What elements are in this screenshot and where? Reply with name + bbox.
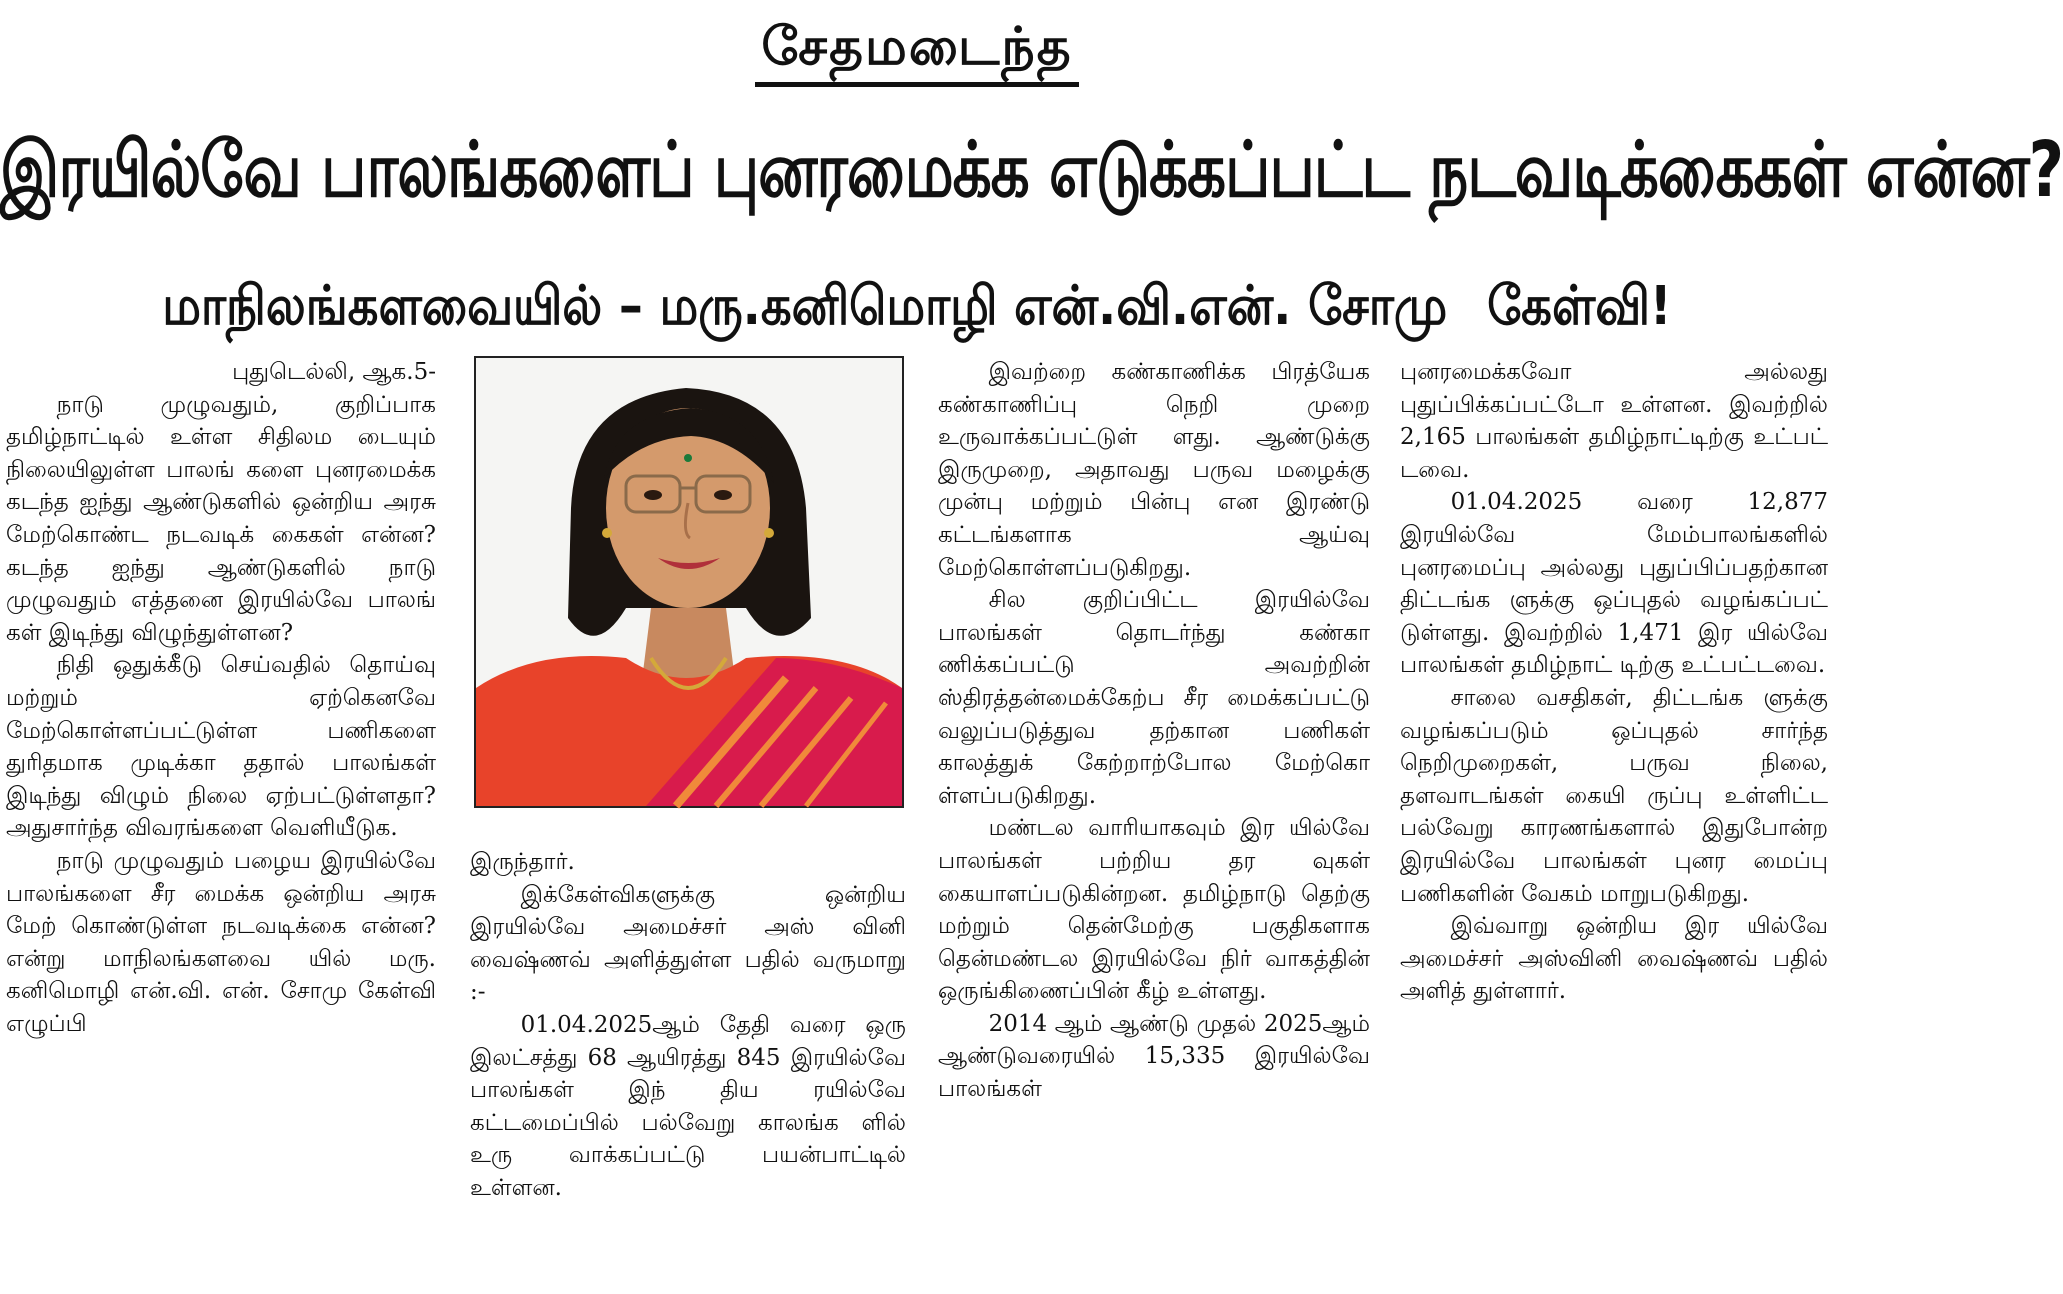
paragraph: இருந்தார். xyxy=(470,849,575,875)
subheadline xyxy=(0,270,1834,342)
paragraph: 01.04.2025 வரை 12,877 இரயில்வே மேம்பாலங்களில் புனரமைப்பு அல்லது புதுப்பிப்பதற்கான திட்டங்க ளுக்கு ஒப்புதல் வழங்கப்பட் டுள்ளது. இவற்றில் 1,471 இர யில்வே பாலங்கள் தமிழ்நாட் டிற்கு உட்பட்டவை. xyxy=(1400,489,1828,679)
kicker-text: சேதமடைந்த xyxy=(755,14,1078,87)
paragraph: இவ்வாறு ஒன்றிய இர யில்வே அமைச்சர் அஸ்வினி வைஷ்ணவ் பதில் அளித் துள்ளார். xyxy=(1400,913,1828,1005)
paragraph: சாலை வசதிகள், திட்டங்க ளுக்கு வழங்கப்படும் ஒப்புதல் சார்ந்த நெறிமுறைகள், பருவ நிலை, தளவாடங்கள் கையி ருப்பு உள்ளிட்ட பல்வேறு காரணங்களால் இதுபோன்ற இரயில்வே பாலங்கள் புனர மைப்பு பணிகளின் வேகம் மாறுபடுகிறது. xyxy=(1400,684,1828,907)
dateline: புதுடெல்லி, ஆக.5- xyxy=(232,359,436,385)
portrait-illustration xyxy=(476,358,902,806)
paragraph: நாடு முழுவதும் பழைய இரயில்வே பாலங்களை சீர மைக்க ஒன்றிய அரசு மேற் கொண்டுள்ள நடவடிக்கை என்ன? என்று மாநிலங்களவை யில் மரு. கனிமொழி என்.வி. என். சோமு கேள்வி எழுப்பி xyxy=(6,847,436,1037)
paragraph: 01.04.2025ஆம் தேதி வரை ஒரு இலட்சத்து 68 ஆயிரத்து 845 இரயில்வே பாலங்கள் இந் திய ரயில்வே கட்டமைப்பில் பல்வேறு காலங்க ளில் உரு வாக்கப்பட்டு பயன்பாட்டில் உள்ளன. xyxy=(470,1011,906,1201)
article-column-1 xyxy=(6,356,436,1040)
subhead-part1: மாநிலங்களவையில் – மரு.கனிமொழி என்.வி.என். சோமு xyxy=(162,274,1448,338)
headline: இரயில்வே பாலங்களைப் புனரமைக்க எடுக்கப்பட்ட நடவடிக்கைகள் என்ன? xyxy=(0,125,2063,215)
kicker-heading xyxy=(0,14,1834,87)
article-column-3 xyxy=(938,356,1370,1106)
paragraph: இக்கேள்விகளுக்கு ஒன்றிய இரயில்வே அமைச்சர் அஸ் வினி வைஷ்ணவ் அளித்துள்ள பதில் வருமாறு :- xyxy=(470,881,906,1006)
article-column-2 xyxy=(470,846,906,1205)
article-column-4 xyxy=(1400,356,1828,1008)
paragraph: மண்டல வாரியாகவும் இர யில்வே பாலங்கள் பற்றிய தர வுகள் கையாளப்படுகின்றன. தமிழ்நாடு தெற்கு மற்றும் தென்மேற்கு பகுதிகளாக தென்மண்டல இரயில்வே நிர் வாகத்தின் ஒருங்கிணைப்பின் கீழ் உள்ளது. xyxy=(938,815,1370,1005)
paragraph: 2014 ஆம் ஆண்டு முதல் 2025ஆம் ஆண்டுவரையில் 15,335 இரயில்வே பாலங்கள் xyxy=(938,1010,1370,1103)
paragraph: சில குறிப்பிட்ட இரயில்வே பாலங்கள் தொடர்ந்து கண்கா ணிக்கப்பட்டு அவற்றின் ஸ்திரத்தன்மைக்கேற்ப சீர மைக்கப்பட்டு வலுப்படுத்துவ தற்கான பணிகள் காலத்துக் கேற்றாற்போல மேற்கொ ள்ளப்படுகிறது. xyxy=(938,587,1370,809)
portrait-photo xyxy=(474,356,904,808)
paragraph: நிதி ஒதுக்கீடு செய்வதில் தொய்வு மற்றும் ஏற்கெனவே மேற்கொள்ளப்பட்டுள்ள பணிகளை துரிதமாக முடிக்கா ததால் பாலங்கள் இடிந்து விழும் நிலை ஏற்பட்டுள்ளதா? அதுசார்ந்த விவரங்களை வெளியீடுக. xyxy=(6,652,436,842)
paragraph: நாடு முழுவதும், குறிப்பாக தமிழ்நாட்டில் உள்ள சிதிலம டையும் நிலையிலுள்ள பாலங் களை புனரமைக்க கடந்த ஐந்து ஆண்டுகளில் ஒன்றிய அரசு மேற்கொண்ட நடவடிக் கைகள் என்ன? கடந்த ஐந்து ஆண்டுகளில் நாடு முழுவதும் எத்தனை இரயில்வே பாலங் கள் இடிந்து விழுந்துள்ளன? xyxy=(6,391,436,646)
paragraph: இவற்றை கண்காணிக்க பிரத்யேக கண்காணிப்பு நெறி முறை உருவாக்கப்பட்டுள் ளது. ஆண்டுக்கு இருமுறை, அதாவது பருவ மழைக்கு முன்பு மற்றும் பின்பு என இரண்டு கட்டங்களாக ஆய்வு மேற்கொள்ளப்படுகிறது. xyxy=(938,359,1370,581)
subhead-part2: கேள்வி! xyxy=(1487,274,1672,338)
paragraph: புனரமைக்கவோ அல்லது புதுப்பிக்கப்பட்டோ உள்ளன. இவற்றில் 2,165 பாலங்கள் தமிழ்நாட்டிற்கு உட்பட் டவை. xyxy=(1400,359,1828,483)
